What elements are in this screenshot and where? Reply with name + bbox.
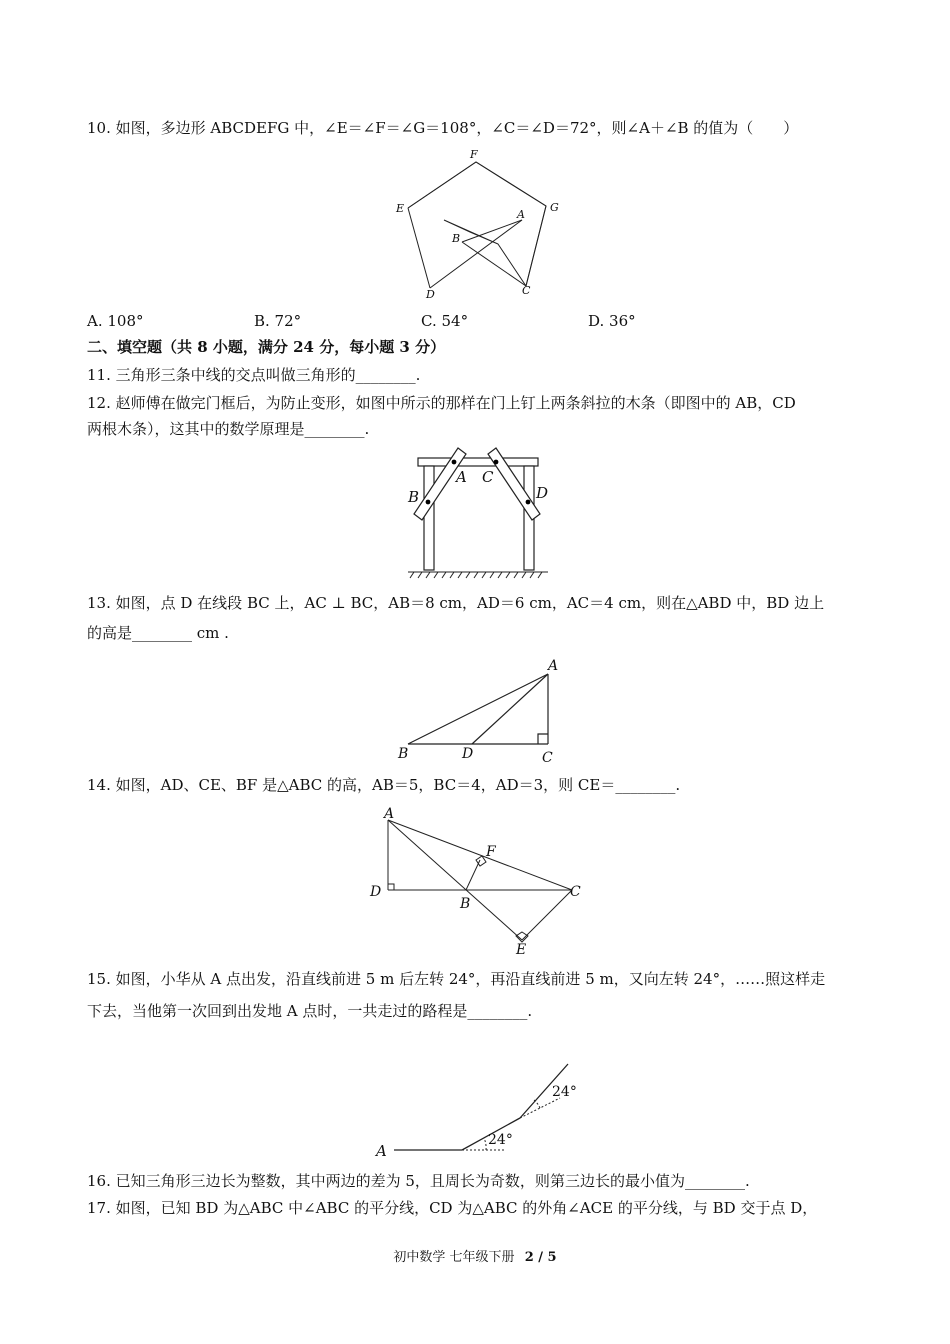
q14-label-a: A bbox=[384, 806, 395, 822]
q14-label-b: B bbox=[460, 896, 471, 912]
q12-line2: 两根木条），这其中的数学原理是________. bbox=[87, 420, 370, 438]
q10-label-e: E bbox=[396, 202, 405, 215]
q15-line2: 下去，当他第一次回到出发地 A 点时，一共走过的路程是________. bbox=[87, 1002, 533, 1020]
q13-label-d: D bbox=[462, 746, 474, 762]
q15-angle-2: 24° bbox=[552, 1084, 577, 1100]
q13-label-a: A bbox=[548, 658, 559, 674]
q10-choices bbox=[87, 312, 787, 332]
q16-text: 16. 已知三角形三边长为整数，其中两边的差为 5，且周长为奇数，则第三边长的最小值为________. bbox=[87, 1172, 750, 1190]
q10-choice-c: C. 54° bbox=[421, 312, 469, 330]
section-heading: 二、填空题（共 8 小题，满分 24 分，每小题 3 分） bbox=[87, 338, 446, 356]
q14-label-f: F bbox=[486, 844, 496, 860]
q10-label-a: A bbox=[517, 208, 525, 221]
q15-angle-1: 24° bbox=[488, 1132, 513, 1148]
q13-line1: 13. 如图，点 D 在线段 BC 上，AC ⊥ BC，AB＝8 cm，AD＝6 cm，AC＝4 cm，则在△ABD 中，BD 边上 bbox=[87, 594, 825, 612]
q12-label-b: B bbox=[408, 488, 420, 506]
q13-figure bbox=[396, 656, 566, 766]
q12-line1: 12. 赵师傅在做完门框后，为防止变形，如图中所示的那样在门上钉上两条斜拉的木条（即图中的 AB，CD bbox=[87, 394, 796, 412]
footer-subject: 初中数学 七年级下册 bbox=[393, 1250, 515, 1265]
q14-label-e: E bbox=[516, 942, 527, 958]
q10-label-c: C bbox=[522, 284, 531, 297]
q10-choice-a: A. 108° bbox=[87, 312, 144, 330]
q14-line1: 14. 如图，AD、CE、BF 是△ABC 的高，AB＝5，BC＝4，AD＝3，则 CE＝________. bbox=[87, 776, 681, 794]
q11-text: 11. 三角形三条中线的交点叫做三角形的________. bbox=[87, 366, 421, 384]
q12-label-c: C bbox=[482, 468, 494, 486]
q15-line1: 15. 如图，小华从 A 点出发，沿直线前进 5 m 后左转 24°，再沿直线前进 5 m，又向左转 24°，……照这样走 bbox=[87, 970, 826, 988]
q14-label-d: D bbox=[370, 884, 382, 900]
q12-figure bbox=[408, 448, 548, 578]
page-footer bbox=[0, 1246, 950, 1265]
q10-stem: 10. 如图，多边形 ABCDEFG 中，∠E＝∠F＝∠G＝108°，∠C＝∠D＝72°，则∠A＋∠B 的值为（ ） bbox=[87, 119, 799, 137]
q10-label-f: F bbox=[470, 148, 478, 161]
q14-figure bbox=[366, 806, 596, 956]
q17-text: 17. 如图，已知 BD 为△ABC 中∠ABC 的平分线，CD 为△ABC 的外角∠ACE 的平分线，与 BD 交于点 D， bbox=[87, 1199, 818, 1217]
q15-figure bbox=[374, 1058, 594, 1158]
q13-label-b: B bbox=[398, 746, 409, 762]
q10-choice-b: B. 72° bbox=[254, 312, 302, 330]
q13-line2: 的高是________ cm . bbox=[87, 624, 229, 642]
q10-label-g: G bbox=[550, 201, 559, 214]
q12-label-a: A bbox=[456, 468, 467, 486]
q13-label-c: C bbox=[542, 750, 553, 766]
q10-label-d: D bbox=[426, 288, 435, 301]
q10-label-b: B bbox=[452, 232, 461, 245]
footer-page-number: 2 / 5 bbox=[524, 1250, 557, 1265]
q15-label-a: A bbox=[376, 1142, 387, 1160]
q14-label-c: C bbox=[570, 884, 581, 900]
q10-polygon-upper bbox=[408, 162, 546, 286]
q12-label-d: D bbox=[536, 484, 549, 502]
q10-figure bbox=[390, 148, 590, 308]
q10-choice-d: D. 36° bbox=[588, 312, 636, 330]
